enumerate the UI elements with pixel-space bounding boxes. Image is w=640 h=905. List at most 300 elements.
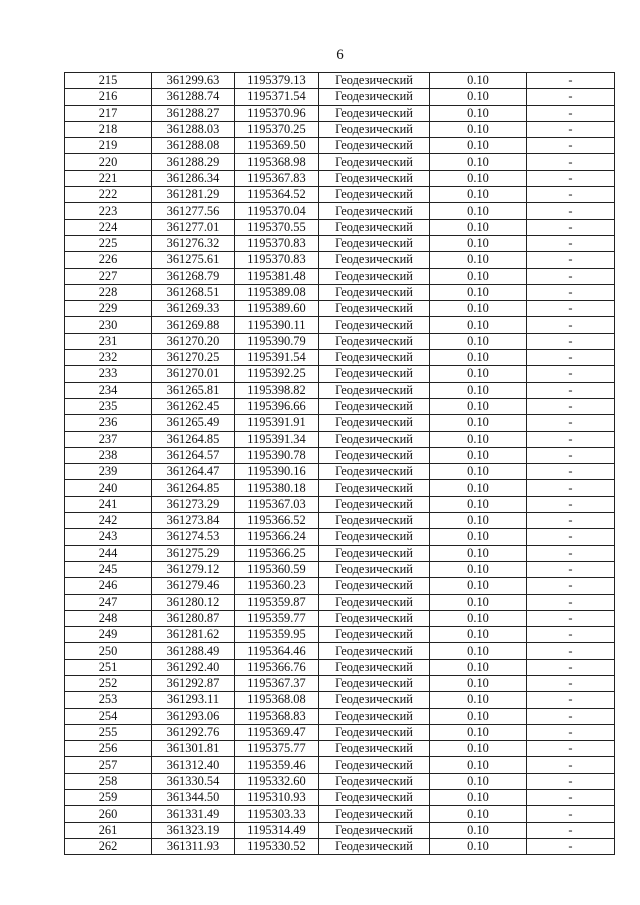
y-coordinate-cell: 1195390.78 (235, 447, 319, 463)
coordinates-table (64, 72, 615, 855)
x-coordinate-cell: 361288.74 (152, 89, 235, 105)
table-row (65, 675, 615, 691)
table-row (65, 89, 615, 105)
method-cell: Геодезический (319, 741, 430, 757)
note-cell: - (527, 89, 615, 105)
y-coordinate-cell: 1195364.46 (235, 643, 319, 659)
x-coordinate-cell: 361265.81 (152, 382, 235, 398)
method-cell: Геодезический (319, 301, 430, 317)
method-cell: Геодезический (319, 822, 430, 838)
method-cell: Геодезический (319, 73, 430, 89)
table-row (65, 610, 615, 626)
point-number-cell: 246 (65, 578, 152, 594)
point-number-cell: 217 (65, 105, 152, 121)
method-cell: Геодезический (319, 89, 430, 105)
y-coordinate-cell: 1195371.54 (235, 89, 319, 105)
x-coordinate-cell: 361276.32 (152, 235, 235, 251)
table-row (65, 398, 615, 414)
accuracy-cell: 0.10 (430, 268, 527, 284)
y-coordinate-cell: 1195368.08 (235, 692, 319, 708)
x-coordinate-cell: 361288.49 (152, 643, 235, 659)
point-number-cell: 258 (65, 773, 152, 789)
x-coordinate-cell: 361286.34 (152, 170, 235, 186)
method-cell: Геодезический (319, 317, 430, 333)
table-row (65, 317, 615, 333)
accuracy-cell: 0.10 (430, 105, 527, 121)
table-row (65, 431, 615, 447)
x-coordinate-cell: 361269.88 (152, 317, 235, 333)
note-cell: - (527, 333, 615, 349)
x-coordinate-cell: 361277.56 (152, 203, 235, 219)
table-row (65, 773, 615, 789)
method-cell: Геодезический (319, 790, 430, 806)
table-row (65, 366, 615, 382)
point-number-cell: 256 (65, 741, 152, 757)
accuracy-cell: 0.10 (430, 252, 527, 268)
method-cell: Геодезический (319, 187, 430, 203)
x-coordinate-cell: 361279.12 (152, 561, 235, 577)
note-cell: - (527, 545, 615, 561)
method-cell: Геодезический (319, 480, 430, 496)
accuracy-cell: 0.10 (430, 643, 527, 659)
note-cell: - (527, 561, 615, 577)
point-number-cell: 237 (65, 431, 152, 447)
method-cell: Геодезический (319, 529, 430, 545)
table-row (65, 235, 615, 251)
y-coordinate-cell: 1195360.23 (235, 578, 319, 594)
table-row (65, 692, 615, 708)
x-coordinate-cell: 361279.46 (152, 578, 235, 594)
note-cell: - (527, 73, 615, 89)
point-number-cell: 228 (65, 284, 152, 300)
x-coordinate-cell: 361264.85 (152, 480, 235, 496)
y-coordinate-cell: 1195367.83 (235, 170, 319, 186)
point-number-cell: 226 (65, 252, 152, 268)
accuracy-cell: 0.10 (430, 578, 527, 594)
y-coordinate-cell: 1195364.52 (235, 187, 319, 203)
method-cell: Геодезический (319, 235, 430, 251)
accuracy-cell: 0.10 (430, 398, 527, 414)
accuracy-cell: 0.10 (430, 675, 527, 691)
point-number-cell: 255 (65, 724, 152, 740)
point-number-cell: 236 (65, 415, 152, 431)
accuracy-cell: 0.10 (430, 121, 527, 137)
x-coordinate-cell: 361270.25 (152, 350, 235, 366)
accuracy-cell: 0.10 (430, 382, 527, 398)
point-number-cell: 240 (65, 480, 152, 496)
y-coordinate-cell: 1195369.47 (235, 724, 319, 740)
x-coordinate-cell: 361301.81 (152, 741, 235, 757)
point-number-cell: 244 (65, 545, 152, 561)
note-cell: - (527, 806, 615, 822)
y-coordinate-cell: 1195390.79 (235, 333, 319, 349)
accuracy-cell: 0.10 (430, 235, 527, 251)
accuracy-cell: 0.10 (430, 561, 527, 577)
table-row (65, 138, 615, 154)
table-row (65, 464, 615, 480)
method-cell: Геодезический (319, 594, 430, 610)
table-row (65, 219, 615, 235)
note-cell: - (527, 529, 615, 545)
x-coordinate-cell: 361275.29 (152, 545, 235, 561)
point-number-cell: 218 (65, 121, 152, 137)
method-cell: Геодезический (319, 496, 430, 512)
note-cell: - (527, 708, 615, 724)
point-number-cell: 221 (65, 170, 152, 186)
accuracy-cell: 0.10 (430, 708, 527, 724)
table-row (65, 187, 615, 203)
y-coordinate-cell: 1195381.48 (235, 268, 319, 284)
table-row (65, 643, 615, 659)
point-number-cell: 254 (65, 708, 152, 724)
x-coordinate-cell: 361273.29 (152, 496, 235, 512)
table-row (65, 496, 615, 512)
y-coordinate-cell: 1195368.98 (235, 154, 319, 170)
table-row (65, 806, 615, 822)
note-cell: - (527, 643, 615, 659)
table-row (65, 333, 615, 349)
table-row (65, 203, 615, 219)
method-cell: Геодезический (319, 773, 430, 789)
y-coordinate-cell: 1195366.52 (235, 513, 319, 529)
method-cell: Геодезический (319, 398, 430, 414)
note-cell: - (527, 594, 615, 610)
accuracy-cell: 0.10 (430, 203, 527, 219)
point-number-cell: 242 (65, 513, 152, 529)
accuracy-cell: 0.10 (430, 838, 527, 854)
note-cell: - (527, 235, 615, 251)
accuracy-cell: 0.10 (430, 73, 527, 89)
point-number-cell: 243 (65, 529, 152, 545)
x-coordinate-cell: 361292.76 (152, 724, 235, 740)
y-coordinate-cell: 1195366.76 (235, 659, 319, 675)
y-coordinate-cell: 1195368.83 (235, 708, 319, 724)
point-number-cell: 248 (65, 610, 152, 626)
table-row (65, 578, 615, 594)
table-row (65, 627, 615, 643)
table-row (65, 790, 615, 806)
y-coordinate-cell: 1195389.08 (235, 284, 319, 300)
y-coordinate-cell: 1195370.04 (235, 203, 319, 219)
y-coordinate-cell: 1195389.60 (235, 301, 319, 317)
x-coordinate-cell: 361264.47 (152, 464, 235, 480)
note-cell: - (527, 431, 615, 447)
point-number-cell: 249 (65, 627, 152, 643)
x-coordinate-cell: 361273.84 (152, 513, 235, 529)
y-coordinate-cell: 1195359.46 (235, 757, 319, 773)
accuracy-cell: 0.10 (430, 627, 527, 643)
note-cell: - (527, 268, 615, 284)
point-number-cell: 230 (65, 317, 152, 333)
method-cell: Геодезический (319, 692, 430, 708)
method-cell: Геодезический (319, 105, 430, 121)
method-cell: Геодезический (319, 252, 430, 268)
method-cell: Геодезический (319, 627, 430, 643)
note-cell: - (527, 773, 615, 789)
table-row (65, 594, 615, 610)
y-coordinate-cell: 1195330.52 (235, 838, 319, 854)
accuracy-cell: 0.10 (430, 790, 527, 806)
accuracy-cell: 0.10 (430, 447, 527, 463)
table-row (65, 480, 615, 496)
accuracy-cell: 0.10 (430, 480, 527, 496)
point-number-cell: 239 (65, 464, 152, 480)
accuracy-cell: 0.10 (430, 513, 527, 529)
note-cell: - (527, 724, 615, 740)
y-coordinate-cell: 1195370.83 (235, 252, 319, 268)
accuracy-cell: 0.10 (430, 219, 527, 235)
x-coordinate-cell: 361331.49 (152, 806, 235, 822)
point-number-cell: 224 (65, 219, 152, 235)
x-coordinate-cell: 361323.19 (152, 822, 235, 838)
x-coordinate-cell: 361277.01 (152, 219, 235, 235)
note-cell: - (527, 790, 615, 806)
note-cell: - (527, 187, 615, 203)
note-cell: - (527, 219, 615, 235)
point-number-cell: 220 (65, 154, 152, 170)
point-number-cell: 260 (65, 806, 152, 822)
method-cell: Геодезический (319, 431, 430, 447)
x-coordinate-cell: 361262.45 (152, 398, 235, 414)
x-coordinate-cell: 361270.01 (152, 366, 235, 382)
accuracy-cell: 0.10 (430, 610, 527, 626)
method-cell: Геодезический (319, 284, 430, 300)
y-coordinate-cell: 1195370.96 (235, 105, 319, 121)
table-row (65, 838, 615, 854)
method-cell: Геодезический (319, 464, 430, 480)
note-cell: - (527, 496, 615, 512)
point-number-cell: 259 (65, 790, 152, 806)
method-cell: Геодезический (319, 838, 430, 854)
method-cell: Геодезический (319, 708, 430, 724)
point-number-cell: 245 (65, 561, 152, 577)
note-cell: - (527, 382, 615, 398)
table-row (65, 545, 615, 561)
table-row (65, 350, 615, 366)
y-coordinate-cell: 1195370.55 (235, 219, 319, 235)
method-cell: Геодезический (319, 545, 430, 561)
method-cell: Геодезический (319, 806, 430, 822)
x-coordinate-cell: 361288.03 (152, 121, 235, 137)
point-number-cell: 223 (65, 203, 152, 219)
table-row (65, 301, 615, 317)
coordinates-table-body (65, 73, 615, 855)
table-row (65, 154, 615, 170)
note-cell: - (527, 692, 615, 708)
x-coordinate-cell: 361312.40 (152, 757, 235, 773)
accuracy-cell: 0.10 (430, 659, 527, 675)
note-cell: - (527, 610, 615, 626)
table-row (65, 447, 615, 463)
point-number-cell: 250 (65, 643, 152, 659)
method-cell: Геодезический (319, 675, 430, 691)
table-row (65, 822, 615, 838)
table-row (65, 659, 615, 675)
table-row (65, 513, 615, 529)
note-cell: - (527, 350, 615, 366)
method-cell: Геодезический (319, 366, 430, 382)
point-number-cell: 238 (65, 447, 152, 463)
y-coordinate-cell: 1195310.93 (235, 790, 319, 806)
method-cell: Геодезический (319, 415, 430, 431)
note-cell: - (527, 252, 615, 268)
x-coordinate-cell: 361281.29 (152, 187, 235, 203)
point-number-cell: 252 (65, 675, 152, 691)
y-coordinate-cell: 1195366.25 (235, 545, 319, 561)
accuracy-cell: 0.10 (430, 741, 527, 757)
point-number-cell: 215 (65, 73, 152, 89)
table-row (65, 708, 615, 724)
table-row (65, 252, 615, 268)
accuracy-cell: 0.10 (430, 773, 527, 789)
point-number-cell: 261 (65, 822, 152, 838)
y-coordinate-cell: 1195332.60 (235, 773, 319, 789)
x-coordinate-cell: 361268.51 (152, 284, 235, 300)
note-cell: - (527, 170, 615, 186)
x-coordinate-cell: 361311.93 (152, 838, 235, 854)
table-row (65, 284, 615, 300)
note-cell: - (527, 203, 615, 219)
point-number-cell: 233 (65, 366, 152, 382)
y-coordinate-cell: 1195390.16 (235, 464, 319, 480)
note-cell: - (527, 154, 615, 170)
note-cell: - (527, 757, 615, 773)
table-row (65, 105, 615, 121)
note-cell: - (527, 398, 615, 414)
x-coordinate-cell: 361265.49 (152, 415, 235, 431)
x-coordinate-cell: 361299.63 (152, 73, 235, 89)
note-cell: - (527, 464, 615, 480)
table-row (65, 268, 615, 284)
method-cell: Геодезический (319, 757, 430, 773)
point-number-cell: 227 (65, 268, 152, 284)
method-cell: Геодезический (319, 121, 430, 137)
table-row (65, 121, 615, 137)
x-coordinate-cell: 361292.40 (152, 659, 235, 675)
y-coordinate-cell: 1195390.11 (235, 317, 319, 333)
accuracy-cell: 0.10 (430, 170, 527, 186)
method-cell: Геодезический (319, 268, 430, 284)
point-number-cell: 232 (65, 350, 152, 366)
note-cell: - (527, 415, 615, 431)
note-cell: - (527, 513, 615, 529)
x-coordinate-cell: 361264.85 (152, 431, 235, 447)
accuracy-cell: 0.10 (430, 545, 527, 561)
y-coordinate-cell: 1195370.83 (235, 235, 319, 251)
method-cell: Геодезический (319, 382, 430, 398)
accuracy-cell: 0.10 (430, 594, 527, 610)
x-coordinate-cell: 361269.33 (152, 301, 235, 317)
accuracy-cell: 0.10 (430, 464, 527, 480)
point-number-cell: 253 (65, 692, 152, 708)
y-coordinate-cell: 1195367.37 (235, 675, 319, 691)
accuracy-cell: 0.10 (430, 529, 527, 545)
point-number-cell: 216 (65, 89, 152, 105)
y-coordinate-cell: 1195359.77 (235, 610, 319, 626)
x-coordinate-cell: 361270.20 (152, 333, 235, 349)
accuracy-cell: 0.10 (430, 333, 527, 349)
x-coordinate-cell: 361288.27 (152, 105, 235, 121)
accuracy-cell: 0.10 (430, 138, 527, 154)
method-cell: Геодезический (319, 610, 430, 626)
table-row (65, 529, 615, 545)
accuracy-cell: 0.10 (430, 301, 527, 317)
y-coordinate-cell: 1195370.25 (235, 121, 319, 137)
x-coordinate-cell: 361330.54 (152, 773, 235, 789)
point-number-cell: 229 (65, 301, 152, 317)
point-number-cell: 257 (65, 757, 152, 773)
note-cell: - (527, 741, 615, 757)
method-cell: Геодезический (319, 170, 430, 186)
note-cell: - (527, 578, 615, 594)
x-coordinate-cell: 361280.87 (152, 610, 235, 626)
point-number-cell: 219 (65, 138, 152, 154)
note-cell: - (527, 838, 615, 854)
accuracy-cell: 0.10 (430, 724, 527, 740)
accuracy-cell: 0.10 (430, 806, 527, 822)
method-cell: Геодезический (319, 659, 430, 675)
method-cell: Геодезический (319, 561, 430, 577)
x-coordinate-cell: 361344.50 (152, 790, 235, 806)
note-cell: - (527, 675, 615, 691)
note-cell: - (527, 480, 615, 496)
y-coordinate-cell: 1195314.49 (235, 822, 319, 838)
method-cell: Геодезический (319, 138, 430, 154)
method-cell: Геодезический (319, 350, 430, 366)
method-cell: Геодезический (319, 203, 430, 219)
y-coordinate-cell: 1195359.95 (235, 627, 319, 643)
x-coordinate-cell: 361274.53 (152, 529, 235, 545)
accuracy-cell: 0.10 (430, 187, 527, 203)
y-coordinate-cell: 1195360.59 (235, 561, 319, 577)
note-cell: - (527, 301, 615, 317)
table-row (65, 382, 615, 398)
y-coordinate-cell: 1195367.03 (235, 496, 319, 512)
x-coordinate-cell: 361264.57 (152, 447, 235, 463)
table-row (65, 415, 615, 431)
y-coordinate-cell: 1195359.87 (235, 594, 319, 610)
note-cell: - (527, 822, 615, 838)
x-coordinate-cell: 361288.08 (152, 138, 235, 154)
y-coordinate-cell: 1195379.13 (235, 73, 319, 89)
x-coordinate-cell: 361275.61 (152, 252, 235, 268)
accuracy-cell: 0.10 (430, 822, 527, 838)
y-coordinate-cell: 1195303.33 (235, 806, 319, 822)
accuracy-cell: 0.10 (430, 284, 527, 300)
method-cell: Геодезический (319, 724, 430, 740)
y-coordinate-cell: 1195391.34 (235, 431, 319, 447)
point-number-cell: 235 (65, 398, 152, 414)
method-cell: Геодезический (319, 578, 430, 594)
note-cell: - (527, 105, 615, 121)
point-number-cell: 247 (65, 594, 152, 610)
point-number-cell: 251 (65, 659, 152, 675)
accuracy-cell: 0.10 (430, 692, 527, 708)
method-cell: Геодезический (319, 219, 430, 235)
table-row (65, 724, 615, 740)
x-coordinate-cell: 361292.87 (152, 675, 235, 691)
note-cell: - (527, 317, 615, 333)
method-cell: Геодезический (319, 513, 430, 529)
note-cell: - (527, 659, 615, 675)
accuracy-cell: 0.10 (430, 757, 527, 773)
x-coordinate-cell: 361281.62 (152, 627, 235, 643)
accuracy-cell: 0.10 (430, 89, 527, 105)
y-coordinate-cell: 1195375.77 (235, 741, 319, 757)
note-cell: - (527, 284, 615, 300)
note-cell: - (527, 627, 615, 643)
method-cell: Геодезический (319, 447, 430, 463)
